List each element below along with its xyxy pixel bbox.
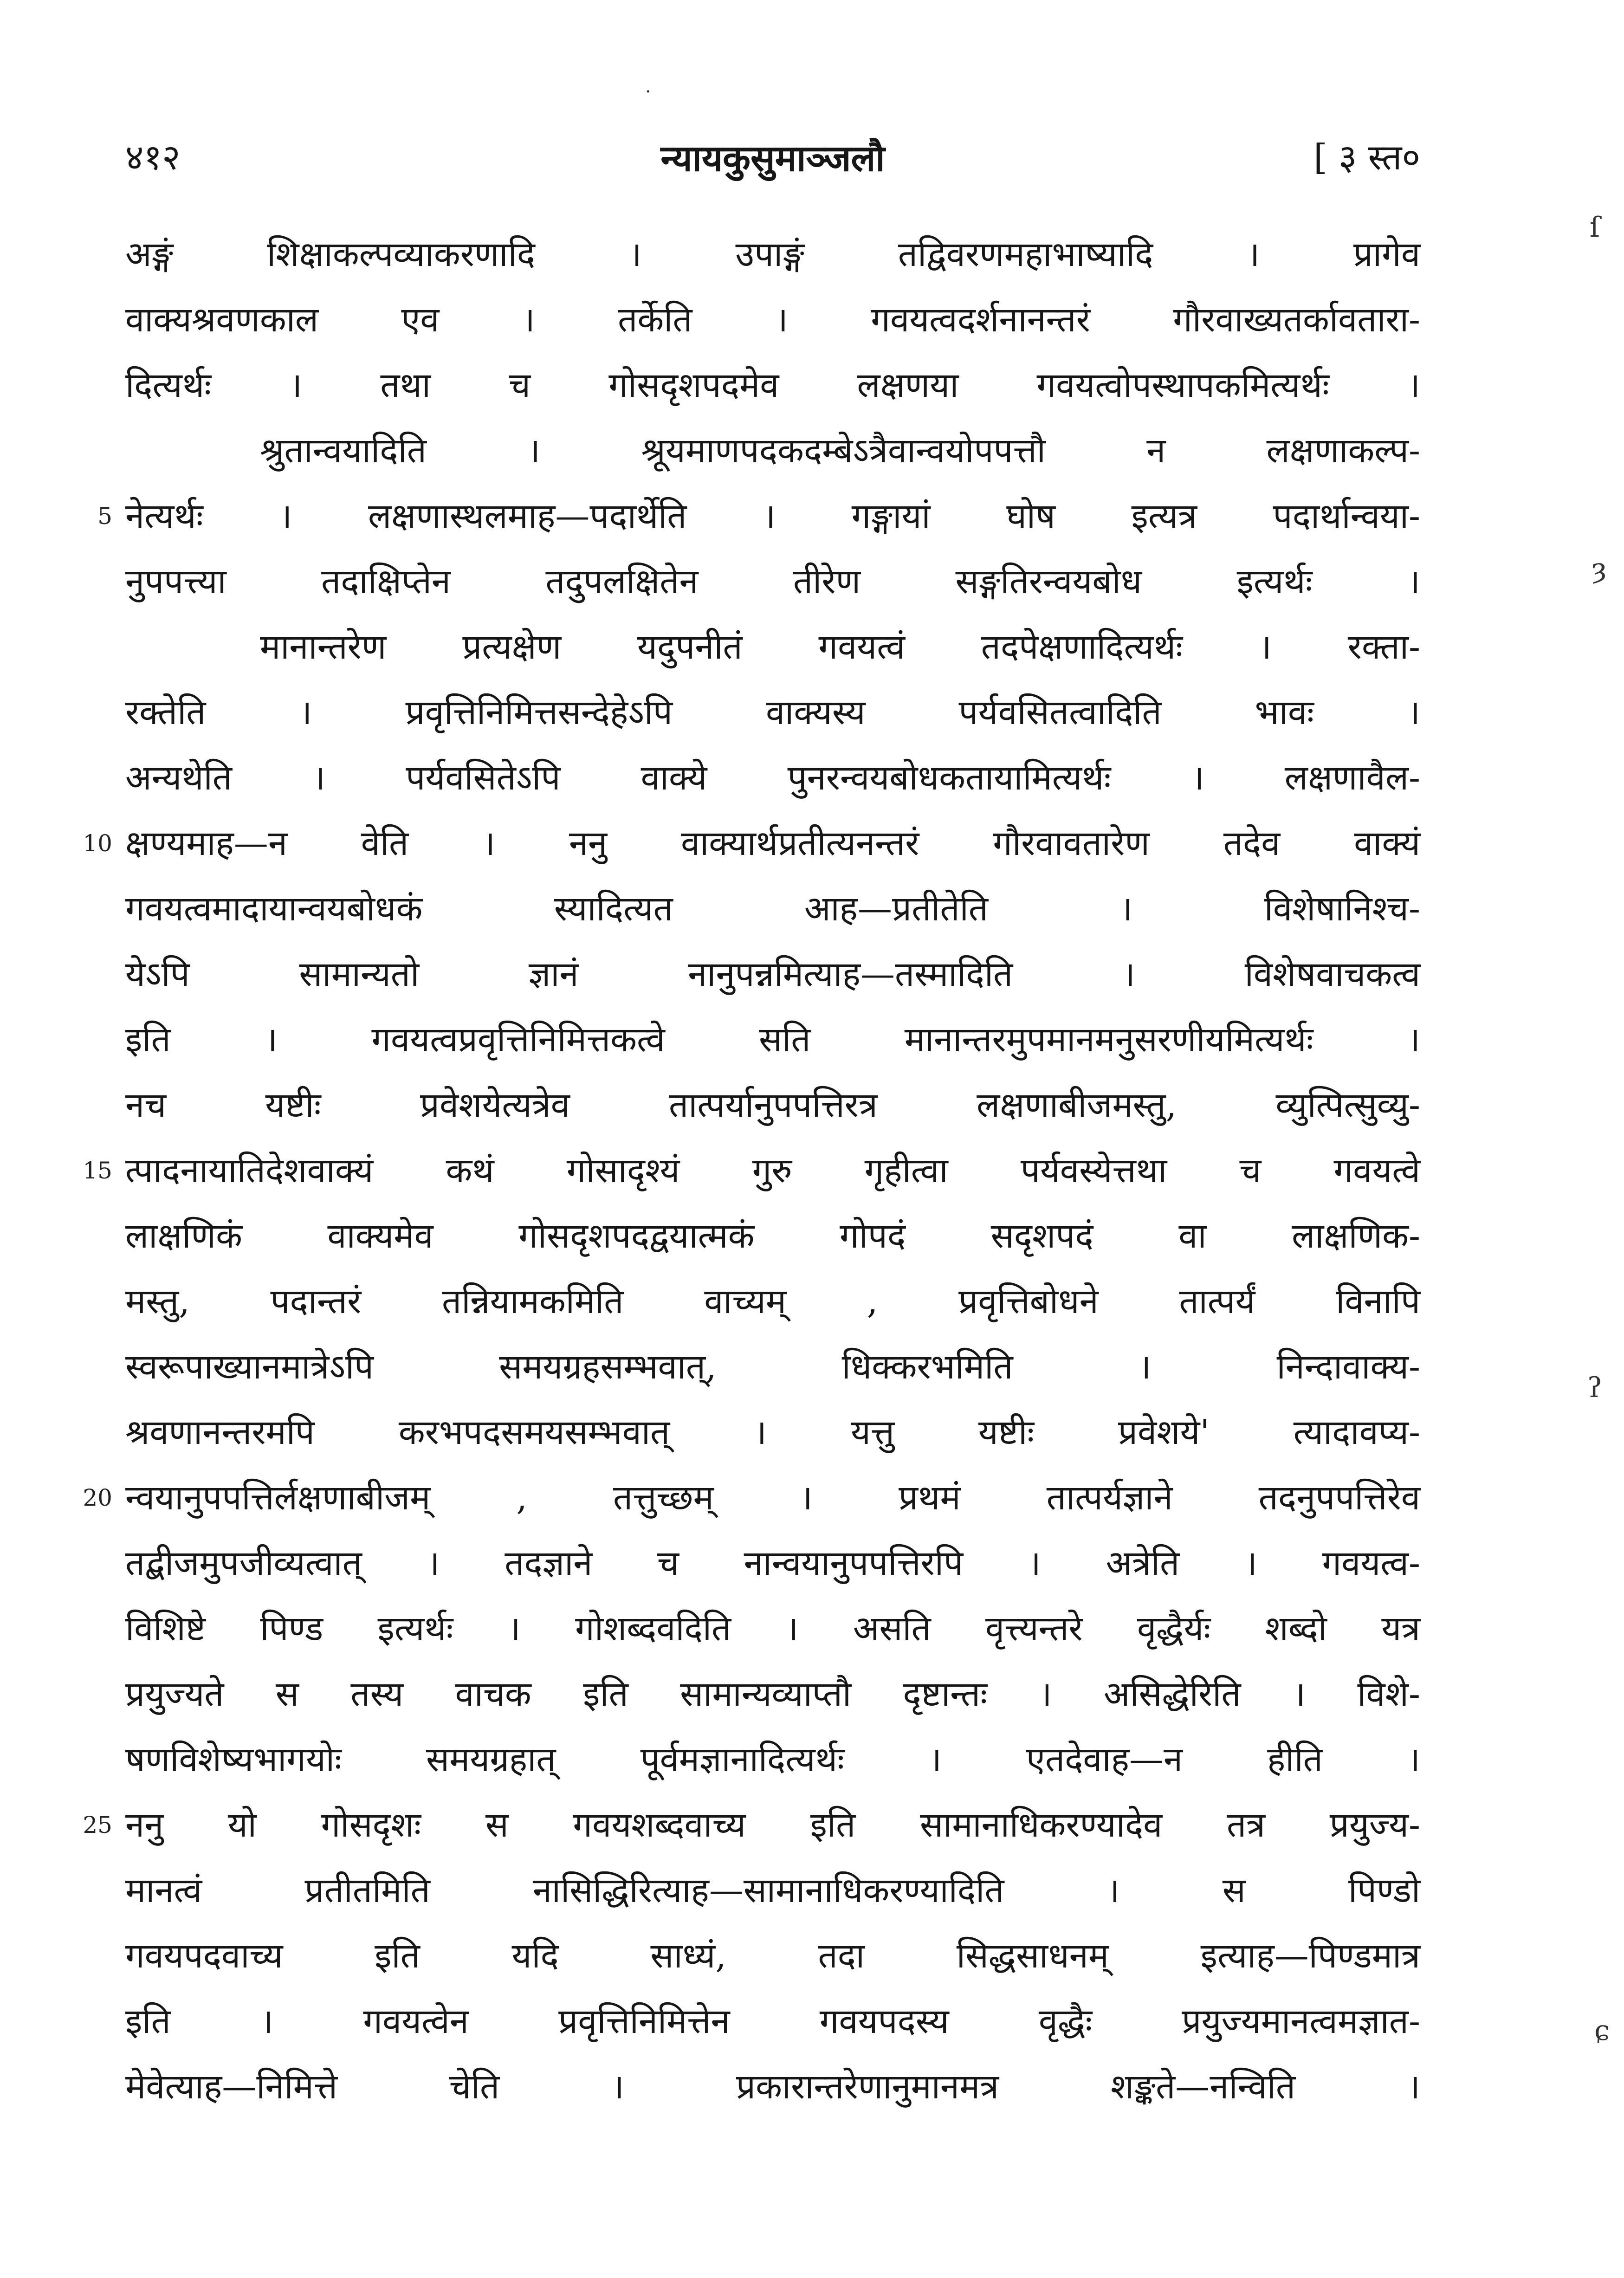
- text-line: [83, 811, 1420, 876]
- text-line: [125, 1269, 1420, 1334]
- line-text: मेवेत्याह—निमित्ते चेति । प्रकारान्तरेणानुमानमत्र शङ्कते—नन्विति ।: [125, 2067, 1420, 2107]
- line-text: षणविशेष्यभागयोः समयग्रहात् पूर्वमज्ञानादित्यर्थः । एतदेवाह—न हीति ।: [125, 1740, 1420, 1780]
- line-text: स्वरूपाख्यानमात्रेऽपि समयग्रहसम्भवात्, धिक्करभमिति । निन्दावाक्य-: [125, 1347, 1420, 1387]
- commentary-text: [83, 222, 1420, 2120]
- line-text: मानत्वं प्रतीतमिति नासिद्धिरित्याह—सामानाधिकरण्यादिति । स पिण्डो: [125, 1870, 1420, 1910]
- line-text: अङ्गं शिक्षाकल्पव्याकरणादि । उपाङ्गं तद्विवरणमहाभाष्यादि । प्रागेव: [125, 234, 1420, 274]
- margin-mark: ſ: [1590, 211, 1600, 244]
- line-text: मानान्तरेण प्रत्यक्षेण यदुपनीतं गवयत्वं तदपेक्षणादित्यर्थः । रक्ता-: [260, 627, 1420, 667]
- text-line: [125, 1334, 1420, 1400]
- margin-mark: ·: [645, 81, 651, 103]
- text-line: [83, 1793, 1420, 1858]
- text-line: [125, 1662, 1420, 1727]
- text-line: [125, 615, 1420, 680]
- text-line: [125, 1727, 1420, 1793]
- line-text: अन्यथेति । पर्यवसितेऽपि वाक्ये पुनरन्वयबोधकतायामित्यर्थः । लक्षणावैल-: [125, 758, 1420, 798]
- text-line: [125, 1007, 1420, 1073]
- running-title: न्यायकुसुमाञ्जलौ: [660, 137, 885, 180]
- line-text: नेत्यर्थः । लक्षणास्थलमाह—पदार्थेति । गङ्गायां घोष इत्यत्र पदार्थान्वया-: [125, 496, 1420, 536]
- page-header: [125, 132, 1420, 193]
- text-line: [125, 353, 1420, 418]
- text-line: [83, 1138, 1420, 1204]
- text-line: [125, 1204, 1420, 1269]
- text-line: [125, 942, 1420, 1007]
- line-number: 10: [83, 830, 112, 857]
- line-text: विशिष्टे पिण्ड इत्यर्थः । गोशब्दवदिति । असति वृत्त्यन्तरे वृद्धैर्यः शब्दो यत्र: [125, 1609, 1420, 1649]
- text-line: [125, 1989, 1420, 2054]
- line-text: श्रवणानन्तरमपि करभपदसमयसम्भवात् । यत्तु यष्टीः प्रवेशये' त्यादावप्य-: [125, 1412, 1420, 1452]
- line-text: नुपपत्त्या तदाक्षिप्तेन तदुपलक्षितेन तीरेण सङ्गतिरन्वयबोध इत्यर्थः ।: [125, 562, 1420, 602]
- text-line: [125, 549, 1420, 615]
- line-text: येऽपि सामान्यतो ज्ञानं नानुपन्नमित्याह—तस्मादिति । विशेषवाचकत्व: [125, 954, 1420, 994]
- text-line: [125, 2054, 1420, 2120]
- text-line: [125, 1596, 1420, 1662]
- line-text: इति । गवयत्वेन प्रवृत्तिनिमित्तेन गवयपदस्य वृद्धैः प्रयुज्यमानत्वमज्ञात-: [125, 2001, 1420, 2041]
- text-line: [125, 1400, 1420, 1465]
- line-text: इति । गवयत्वप्रवृत्तिनिमित्तकत्वे सति मानान्तरमुपमानमनुसरणीयमित्यर्थः ।: [125, 1020, 1420, 1060]
- line-text: गवयपदवाच्य इति यदि साध्यं, तदा सिद्धसाधनम् इत्याह—पिण्डमात्र: [125, 1936, 1420, 1976]
- line-text: गवयत्वमादायान्वयबोधकं स्यादित्यत आह—प्रतीतेति । विशेषानिश्च-: [125, 889, 1420, 929]
- text-line: [83, 1465, 1420, 1531]
- line-text: त्पादनायातिदेशवाक्यं कथं गोसादृश्यं गुरु गृहीत्वा पर्यवस्येत्तथा च गवयत्वे: [125, 1151, 1420, 1191]
- line-number: 5: [97, 503, 112, 530]
- line-text: दित्यर्थः । तथा च गोसदृशपदमेव लक्षणया गवयत्वोपस्थापकमित्यर्थः ।: [125, 365, 1420, 405]
- text-line: [125, 1858, 1420, 1923]
- line-text: ननु यो गोसदृशः स गवयशब्दवाच्य इति सामानाधिकरण्यादेव तत्र प्रयुज्य-: [125, 1805, 1420, 1845]
- text-line: [125, 1923, 1420, 1989]
- text-line: [97, 484, 1420, 549]
- line-text: श्रुतान्वयादिति । श्रूयमाणपदकदम्बेऽत्रैवान्वयोपपत्तौ न लक्षणाकल्प-: [260, 431, 1420, 471]
- text-line: [125, 680, 1420, 745]
- line-text: क्षण्यमाह—न वेति । ननु वाक्यार्थप्रतीत्यनन्तरं गौरवावतारेण तदेव वाक्यं: [125, 823, 1420, 863]
- line-text: नच यष्टीः प्रवेशयेत्यत्रेव तात्पर्यानुपपत्तिरत्र लक्षणाबीजमस्तु, व्युत्पित्सुव्यु-: [125, 1085, 1420, 1125]
- margin-mark: ȝ: [1592, 552, 1607, 585]
- line-text: तद्बीजमुपजीव्यत्वात् । तदज्ञाने च नान्वयानुपपत्तिरपि । अत्रेति । गवयत्व-: [125, 1543, 1420, 1583]
- line-text: प्रयुज्यते स तस्य वाचक इति सामान्यव्याप्तौ दृष्टान्तः । असिद्धेरिति । विशे-: [125, 1674, 1420, 1714]
- text-line: [125, 222, 1420, 287]
- text-line: [125, 418, 1420, 484]
- text-line: [125, 1531, 1420, 1596]
- line-text: न्वयानुपपत्तिर्लक्षणाबीजम् , तत्तुच्छम् । प्रथमं तात्पर्यज्ञाने तदनुपपत्तिरेव: [125, 1478, 1420, 1518]
- text-line: [125, 876, 1420, 942]
- margin-mark: ɕ: [1594, 2014, 1610, 2047]
- text-line: [125, 1073, 1420, 1138]
- page-number: ४१२: [125, 136, 181, 178]
- line-text: रक्तेति । प्रवृत्तिनिमित्तसन्देहेऽपि वाक्यस्य पर्यवसितत्वादिति भावः ।: [125, 692, 1420, 732]
- line-number: 15: [83, 1157, 112, 1184]
- line-text: लाक्षणिकं वाक्यमेव गोसदृशपदद्वयात्मकं गोपदं सदृशपदं वा लाक्षणिक-: [125, 1216, 1420, 1256]
- text-line: [125, 287, 1420, 353]
- text-line: [125, 745, 1420, 811]
- line-text: मस्तु, पदान्तरं तन्नियामकमिति वाच्यम् , प्रवृत्तिबोधने तात्पर्यं विनापि: [125, 1281, 1420, 1321]
- margin-mark: ʔ: [1587, 1372, 1603, 1404]
- line-number: 20: [83, 1484, 112, 1511]
- line-number: 25: [83, 1812, 112, 1838]
- line-text: वाक्यश्रवणकाल एव । तर्केति । गवयत्वदर्शनानन्तरं गौरवाख्यतर्कावतारा-: [125, 300, 1420, 340]
- section-reference: [ ३ स्त०: [1313, 136, 1420, 178]
